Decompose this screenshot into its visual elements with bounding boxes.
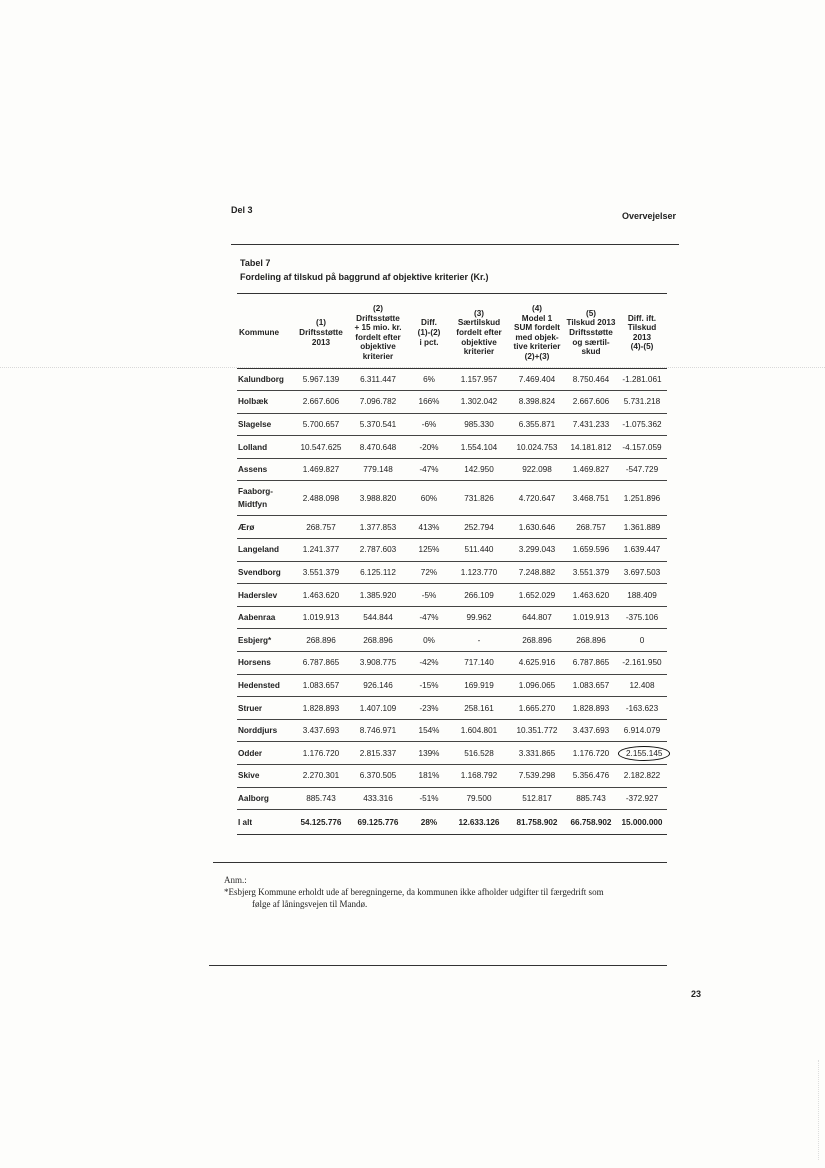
- table-cell: 1.019.913: [295, 606, 347, 629]
- table-cell: 8.398.824: [509, 391, 565, 414]
- table-cell: 5.967.139: [295, 368, 347, 391]
- table-cell: 6.125.112: [347, 561, 409, 584]
- municipality-name: Lolland: [237, 436, 295, 459]
- table-cell: -547.729: [617, 458, 667, 481]
- table-cell: 7.248.882: [509, 561, 565, 584]
- footnote-text: *Esbjerg Kommune erholdt ude af beregningerne, da kommunen ikke afholder udgifter til færgedrift som: [224, 887, 604, 897]
- table-cell: -372.927: [617, 787, 667, 810]
- table-title: Fordeling af tilskud på baggrund af objektive kriterier (Kr.): [240, 272, 489, 282]
- table-cell: 3.551.379: [565, 561, 617, 584]
- table-cell: 252.794: [449, 516, 509, 539]
- table-cell: 512.817: [509, 787, 565, 810]
- table-cell: 0%: [409, 629, 449, 652]
- column-header: Diff. ift. Tilskud 2013 (4)-(5): [617, 298, 667, 368]
- table-cell: -1.075.362: [617, 413, 667, 436]
- footnote-text-continued: følge af låningsvejen til Mandø.: [252, 899, 368, 909]
- municipality-name: Odder: [237, 742, 295, 765]
- table-cell: 268.896: [565, 629, 617, 652]
- table-cell: -: [449, 629, 509, 652]
- table-row: [237, 458, 667, 481]
- table-cell: 12.408: [617, 674, 667, 697]
- table-cell: 268.896: [347, 629, 409, 652]
- table-cell: 731.826: [449, 481, 509, 516]
- total-cell: 69.125.776: [347, 810, 409, 835]
- table-cell: 1.604.801: [449, 719, 509, 742]
- table-cell: 3.551.379: [295, 561, 347, 584]
- table-row: [237, 368, 667, 391]
- table-cell: 6.914.079: [617, 719, 667, 742]
- page-number: 23: [691, 989, 702, 999]
- table-cell: 3.697.503: [617, 561, 667, 584]
- table-cell: 154%: [409, 719, 449, 742]
- table-cell: 2.270.301: [295, 765, 347, 788]
- table-cell: 8.746.971: [347, 719, 409, 742]
- municipality-name: Svendborg: [237, 561, 295, 584]
- table-cell: 1.176.720: [565, 742, 617, 765]
- column-header: Kommune: [237, 298, 295, 368]
- table-cell: -4.157.059: [617, 436, 667, 459]
- table-total-row: [237, 810, 667, 835]
- table-row: [237, 481, 667, 516]
- table-cell: -163.623: [617, 697, 667, 720]
- table-cell: -23%: [409, 697, 449, 720]
- table-cell: 1.361.889: [617, 516, 667, 539]
- municipality-name: Hedensted: [237, 674, 295, 697]
- table-cell: 1.168.792: [449, 765, 509, 788]
- table-cell: 1.083.657: [565, 674, 617, 697]
- column-header: (3) Særtilskud fordelt efter objektive kriterier: [449, 298, 509, 368]
- table-cell: 7.469.404: [509, 368, 565, 391]
- table-cell: -6%: [409, 413, 449, 436]
- footnote-label: Anm.:: [224, 875, 247, 885]
- table-cell: 1.251.896: [617, 481, 667, 516]
- municipality-name: Haderslev: [237, 584, 295, 607]
- municipality-name: Kalundborg: [237, 368, 295, 391]
- table-cell: 268.896: [295, 629, 347, 652]
- table-cell: 985.330: [449, 413, 509, 436]
- table-row: [237, 539, 667, 562]
- table-cell: 6.355.871: [509, 413, 565, 436]
- table-cell: 4.625.916: [509, 652, 565, 675]
- municipality-name: Struer: [237, 697, 295, 720]
- table-cell: 8.750.464: [565, 368, 617, 391]
- total-cell: 54.125.776: [295, 810, 347, 835]
- table-cell: 181%: [409, 765, 449, 788]
- table-cell: 3.299.043: [509, 539, 565, 562]
- table-row: [237, 584, 667, 607]
- table-cell: 1.469.827: [565, 458, 617, 481]
- table-cell: 7.096.782: [347, 391, 409, 414]
- table-cell: 1.302.042: [449, 391, 509, 414]
- table-cell: -15%: [409, 674, 449, 697]
- table-cell: 14.181.812: [565, 436, 617, 459]
- table-cell: 885.743: [565, 787, 617, 810]
- table-cell: 1.019.913: [565, 606, 617, 629]
- table-cell: 1.828.893: [565, 697, 617, 720]
- table-cell: 1.639.447: [617, 539, 667, 562]
- table-cell: 60%: [409, 481, 449, 516]
- table-cell: 1.176.720: [295, 742, 347, 765]
- table-cell: 1.083.657: [295, 674, 347, 697]
- table-caption: [240, 256, 489, 284]
- table-cell: 1.463.620: [565, 584, 617, 607]
- table-cell: 717.140: [449, 652, 509, 675]
- table-cell: 1.554.104: [449, 436, 509, 459]
- table-cell: -1.281.061: [617, 368, 667, 391]
- table-cell: 511.440: [449, 539, 509, 562]
- table-row: [237, 629, 667, 652]
- table-cell: 166%: [409, 391, 449, 414]
- table-cell: 8.470.648: [347, 436, 409, 459]
- table-cell: 5.370.541: [347, 413, 409, 436]
- table-cell: 266.109: [449, 584, 509, 607]
- table-cell: 99.962: [449, 606, 509, 629]
- table-cell: 644.807: [509, 606, 565, 629]
- column-header: (1) Driftsstøtte 2013: [295, 298, 347, 368]
- table-cell: 926.146: [347, 674, 409, 697]
- section-label: Del 3: [231, 205, 253, 215]
- table-row: [237, 742, 667, 765]
- table-cell: 1.463.620: [295, 584, 347, 607]
- table-cell: 922.098: [509, 458, 565, 481]
- table-cell: 2.182.822: [617, 765, 667, 788]
- table-cell: 5.356.476: [565, 765, 617, 788]
- table-header-row: [237, 298, 667, 368]
- footnote-rule: [213, 862, 667, 863]
- municipality-name: Esbjerg*: [237, 629, 295, 652]
- table-cell: 5.700.657: [295, 413, 347, 436]
- table-cell: 188.409: [617, 584, 667, 607]
- total-cell: 66.758.902: [565, 810, 617, 835]
- total-cell: 81.758.902: [509, 810, 565, 835]
- table-cell: 72%: [409, 561, 449, 584]
- bottom-rule: [209, 965, 667, 966]
- municipality-name: Skive: [237, 765, 295, 788]
- table-cell: -42%: [409, 652, 449, 675]
- table-cell: 125%: [409, 539, 449, 562]
- circled-value: 2.155.145: [618, 746, 670, 761]
- column-header: (4) Model 1 SUM fordelt med objek- tive kriterier (2)+(3): [509, 298, 565, 368]
- table-cell: 1.665.270: [509, 697, 565, 720]
- table-row: [237, 516, 667, 539]
- table-cell: 139%: [409, 742, 449, 765]
- municipality-name: Assens: [237, 458, 295, 481]
- table-cell: 268.896: [509, 629, 565, 652]
- table-cell: 6.370.505: [347, 765, 409, 788]
- table-cell: 2.488.098: [295, 481, 347, 516]
- municipality-name: Horsens: [237, 652, 295, 675]
- table-cell: 7.431.233: [565, 413, 617, 436]
- table-cell: 2.667.606: [565, 391, 617, 414]
- table-cell: 1.096.065: [509, 674, 565, 697]
- table-row: [237, 413, 667, 436]
- table-cell: -375.106: [617, 606, 667, 629]
- table-cell: -47%: [409, 606, 449, 629]
- table-cell: -20%: [409, 436, 449, 459]
- table-row: [237, 561, 667, 584]
- table-row: [237, 391, 667, 414]
- table-cell: 3.437.693: [295, 719, 347, 742]
- table-cell: 6%: [409, 368, 449, 391]
- table-cell: 1.407.109: [347, 697, 409, 720]
- scan-margin-artifact: [818, 1060, 821, 1160]
- table-cell: 3.331.865: [509, 742, 565, 765]
- table-cell: 10.024.753: [509, 436, 565, 459]
- table-cell: 1.241.377: [295, 539, 347, 562]
- table-cell: -51%: [409, 787, 449, 810]
- table-cell: 10.547.625: [295, 436, 347, 459]
- table-cell: 1.652.029: [509, 584, 565, 607]
- table-cell: 142.950: [449, 458, 509, 481]
- table-cell: 1.469.827: [295, 458, 347, 481]
- table-cell: 6.311.447: [347, 368, 409, 391]
- table-cell: 885.743: [295, 787, 347, 810]
- municipality-name: Aabenraa: [237, 606, 295, 629]
- municipality-name: Norddjurs: [237, 719, 295, 742]
- footnote: [224, 874, 692, 910]
- table-cell: 5.731.218: [617, 391, 667, 414]
- table-cell: 1.630.646: [509, 516, 565, 539]
- table-cell: 516.528: [449, 742, 509, 765]
- table-cell: 10.351.772: [509, 719, 565, 742]
- table-row: [237, 674, 667, 697]
- total-cell: 28%: [409, 810, 449, 835]
- table-cell: 0: [617, 629, 667, 652]
- table-cell: 6.787.865: [565, 652, 617, 675]
- table-cell: 1.659.596: [565, 539, 617, 562]
- table-cell: 2.787.603: [347, 539, 409, 562]
- municipality-name: Slagelse: [237, 413, 295, 436]
- column-header: (2) Driftsstøtte + 15 mio. kr. fordelt efter objektive kriterier: [347, 298, 409, 368]
- table-cell: 6.787.865: [295, 652, 347, 675]
- total-label: I alt: [237, 810, 295, 835]
- table-cell: 7.539.298: [509, 765, 565, 788]
- table-label: Tabel 7: [240, 258, 271, 268]
- table-cell: 4.720.647: [509, 481, 565, 516]
- table-cell: 3.908.775: [347, 652, 409, 675]
- table-cell: 169.919: [449, 674, 509, 697]
- municipality-name: Ærø: [237, 516, 295, 539]
- table-cell: 268.757: [565, 516, 617, 539]
- table-cell: 268.757: [295, 516, 347, 539]
- total-cell: 12.633.126: [449, 810, 509, 835]
- table-top-rule: [237, 293, 667, 294]
- table-row: [237, 765, 667, 788]
- header-rule: [231, 244, 679, 245]
- table-cell: 3.988.820: [347, 481, 409, 516]
- table-cell: -47%: [409, 458, 449, 481]
- municipality-name: Faaborg-Midtfyn: [237, 481, 295, 516]
- table-row: [237, 719, 667, 742]
- municipality-name: Holbæk: [237, 391, 295, 414]
- table-cell: 433.316: [347, 787, 409, 810]
- table-cell: 1.377.853: [347, 516, 409, 539]
- table-cell: 1.123.770: [449, 561, 509, 584]
- table-cell: 779.148: [347, 458, 409, 481]
- table-cell: 258.161: [449, 697, 509, 720]
- municipality-name: Aalborg: [237, 787, 295, 810]
- table-row: [237, 697, 667, 720]
- column-header: (5) Tilskud 2013 Driftsstøtte og særtil- skud: [565, 298, 617, 368]
- table-cell: 3.437.693: [565, 719, 617, 742]
- table-row: [237, 436, 667, 459]
- table-row: [237, 652, 667, 675]
- table-cell: 79.500: [449, 787, 509, 810]
- table-cell: -5%: [409, 584, 449, 607]
- column-header: Diff. (1)-(2) i pct.: [409, 298, 449, 368]
- section-title: Overvejelser: [622, 211, 677, 221]
- table-row: [237, 787, 667, 810]
- municipality-name: Langeland: [237, 539, 295, 562]
- table-cell: 3.468.751: [565, 481, 617, 516]
- total-cell: 15.000.000: [617, 810, 667, 835]
- table-row: [237, 606, 667, 629]
- table-cell: [617, 742, 667, 765]
- table-cell: 413%: [409, 516, 449, 539]
- table-cell: 2.815.337: [347, 742, 409, 765]
- table-cell: 1.828.893: [295, 697, 347, 720]
- table-cell: 2.667.606: [295, 391, 347, 414]
- subsidy-table: [237, 298, 667, 835]
- table-cell: 544.844: [347, 606, 409, 629]
- table-cell: 1.157.957: [449, 368, 509, 391]
- table-cell: -2.161.950: [617, 652, 667, 675]
- table-cell: 1.385.920: [347, 584, 409, 607]
